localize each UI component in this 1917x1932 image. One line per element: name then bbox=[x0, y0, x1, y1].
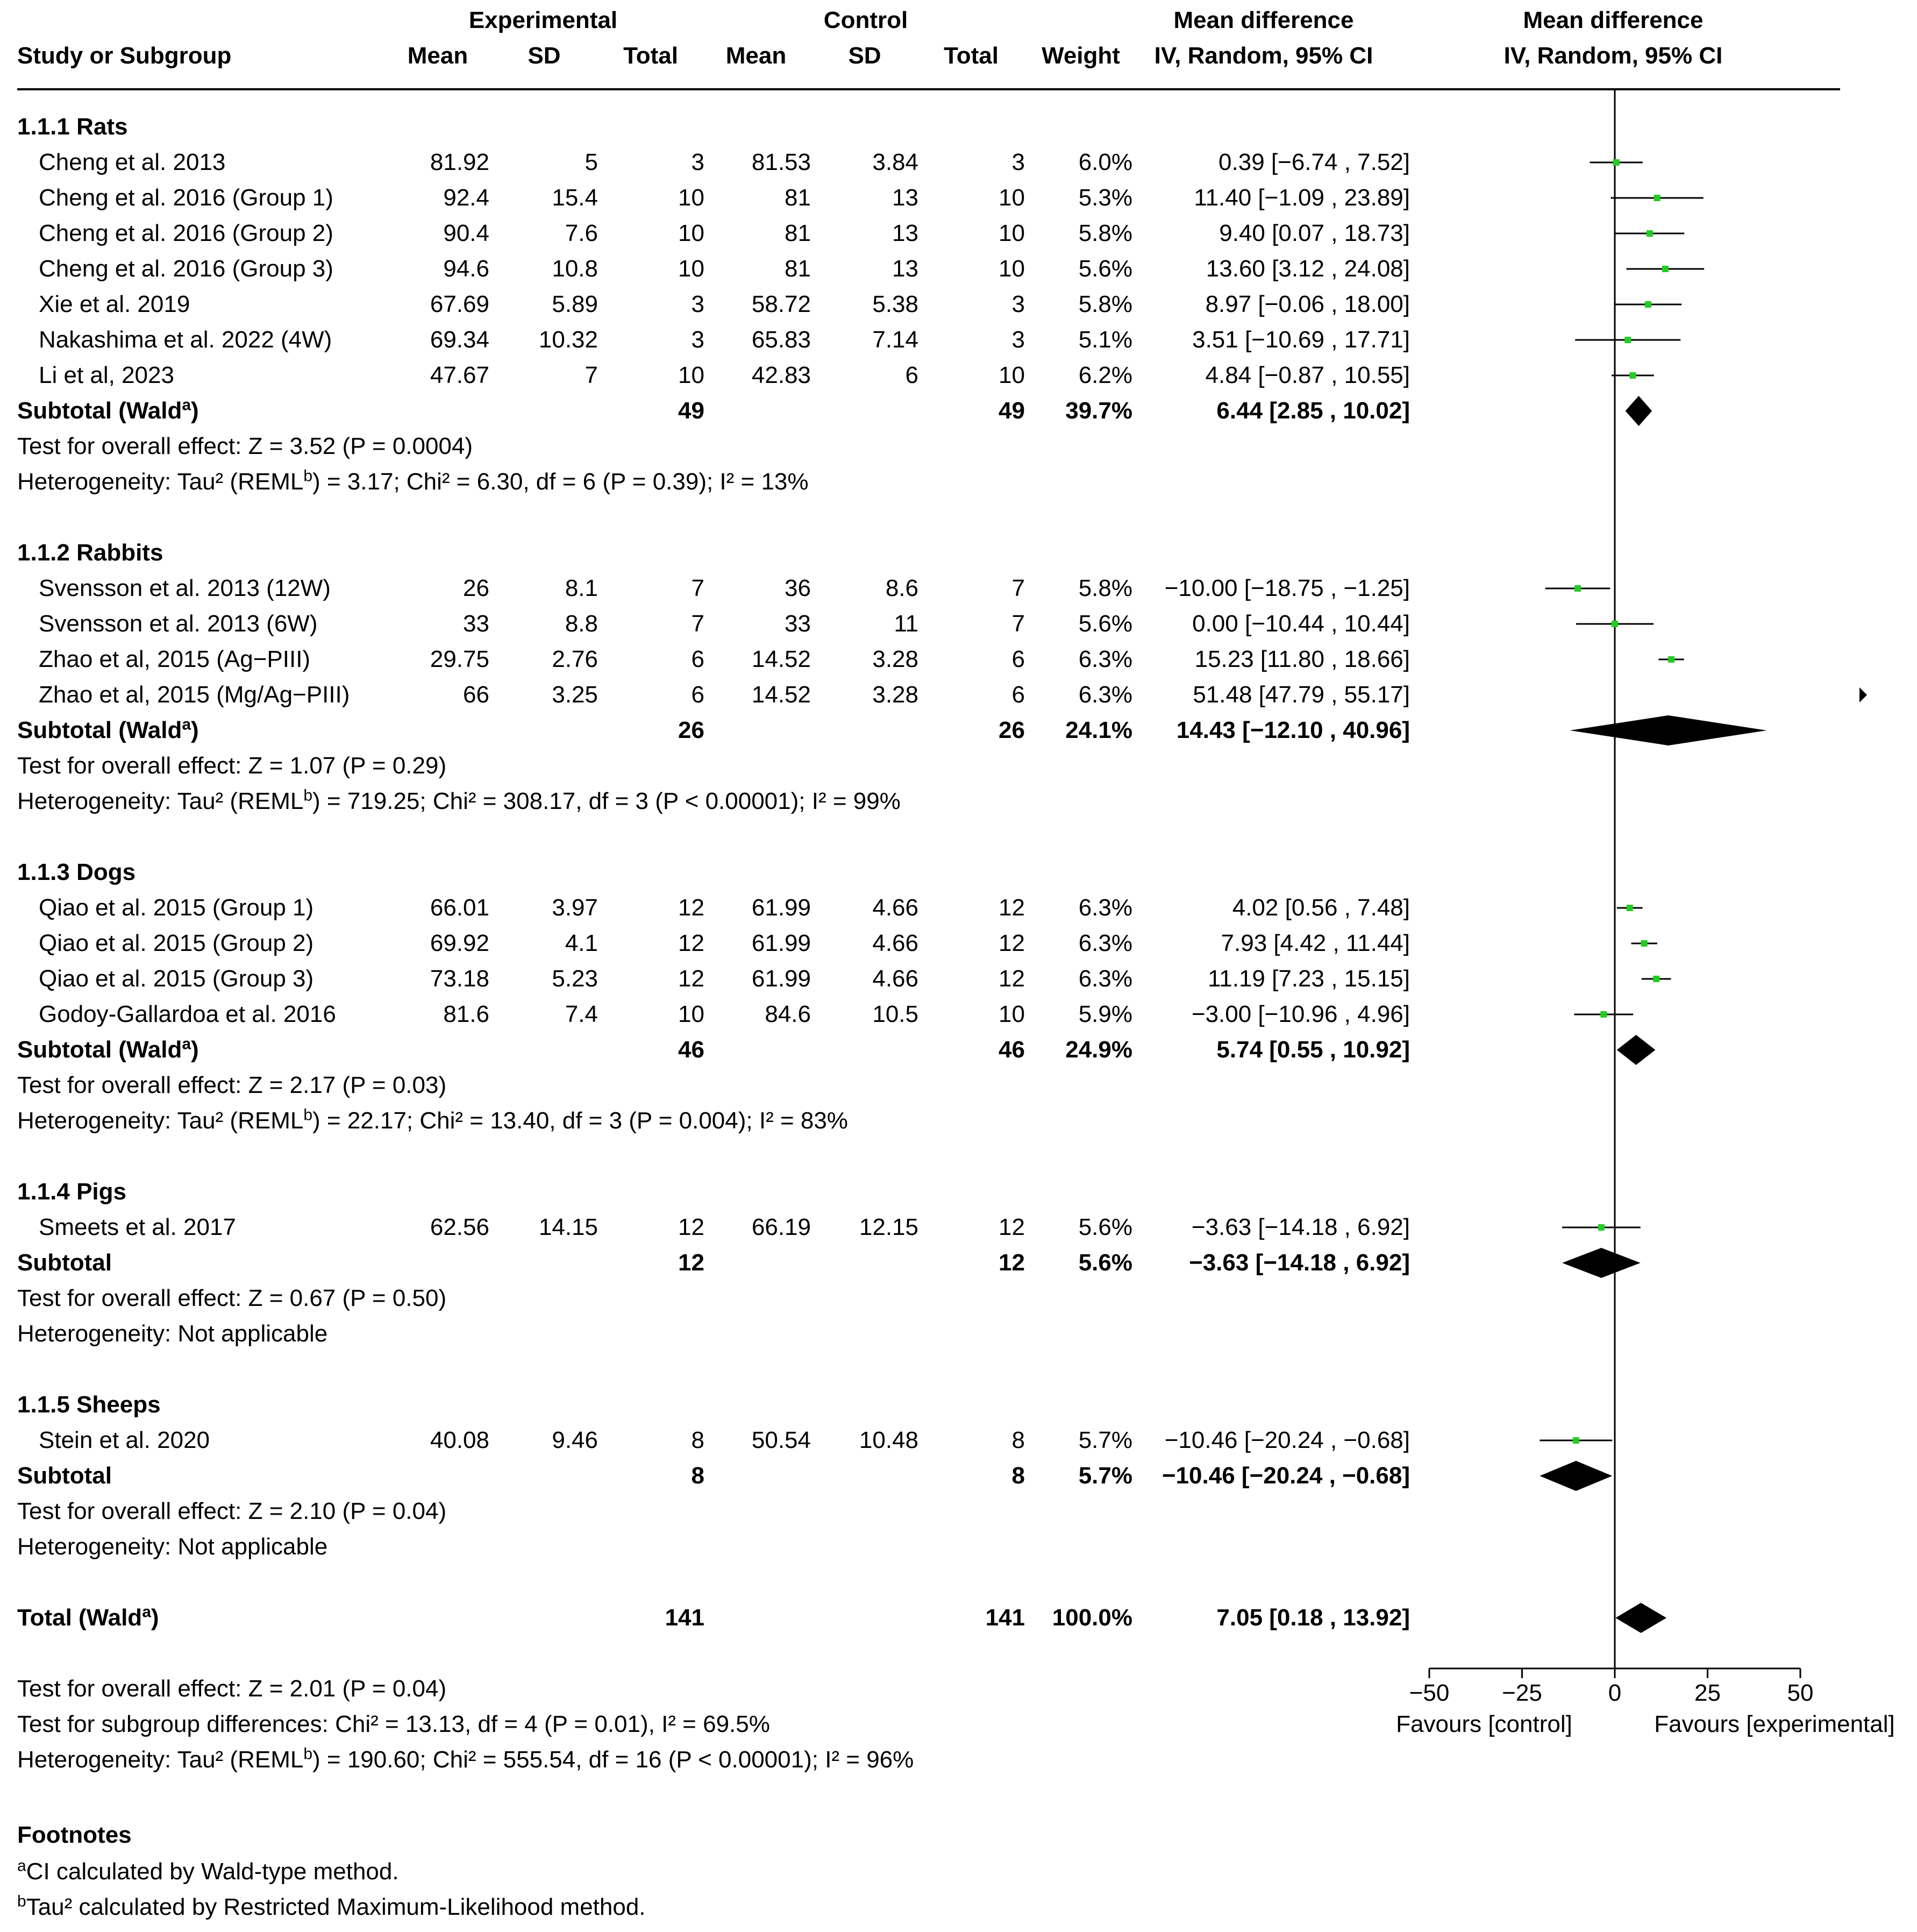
study-point bbox=[1645, 301, 1651, 308]
subtotal-label-text: Total (Wald bbox=[17, 1604, 142, 1631]
cell-em: 67.69 bbox=[430, 291, 489, 317]
cell-em: 94.6 bbox=[443, 255, 489, 282]
superscript-mark: b bbox=[303, 1106, 313, 1124]
cell-ci: −10.00 [−18.75 , −1.25] bbox=[1164, 575, 1410, 601]
header-control: Control bbox=[823, 7, 908, 33]
pooled-diamond bbox=[1617, 1035, 1656, 1065]
study-point bbox=[1598, 1224, 1605, 1231]
note-label-text: Heterogeneity: Tau² (REML bbox=[17, 1746, 304, 1773]
cell-ct: 7 bbox=[1011, 610, 1025, 637]
cell-et: 141 bbox=[665, 1604, 704, 1631]
cell-em: 90.4 bbox=[443, 220, 489, 246]
note-label-text: Heterogeneity: Not applicable bbox=[17, 1533, 328, 1560]
study-label-text: Stein et al. 2020 bbox=[39, 1427, 210, 1453]
cell-ci: 7.93 [4.42 , 11.44] bbox=[1221, 930, 1410, 956]
cell-ct: 12 bbox=[999, 930, 1025, 956]
cell-et: 12 bbox=[678, 894, 704, 921]
study-label-text: Xie et al. 2019 bbox=[39, 291, 190, 317]
study-label-text: Qiao et al. 2015 (Group 3) bbox=[39, 965, 314, 992]
cell-cm: 66.19 bbox=[751, 1214, 811, 1240]
cell-em: 81.92 bbox=[430, 149, 489, 175]
study-point bbox=[1627, 905, 1633, 911]
group-label-text: 1.1.3 Dogs bbox=[17, 859, 136, 885]
cell-w: 39.7% bbox=[1065, 397, 1132, 424]
cell-et: 49 bbox=[678, 397, 704, 424]
cell-csd: 3.28 bbox=[872, 681, 918, 708]
cell-ci: 11.19 [7.23 , 15.15] bbox=[1208, 965, 1410, 992]
cell-ct: 49 bbox=[999, 397, 1025, 424]
cell-et: 6 bbox=[691, 681, 704, 708]
cell-csd: 4.66 bbox=[872, 930, 918, 956]
cell-cm: 36 bbox=[785, 575, 811, 601]
cell-cm: 81 bbox=[785, 255, 811, 282]
superscript-mark: b bbox=[303, 467, 313, 485]
cell-et: 3 bbox=[691, 291, 704, 317]
study-point bbox=[1613, 159, 1620, 166]
cell-esd: 14.15 bbox=[538, 1214, 598, 1240]
cell-em: 73.18 bbox=[430, 965, 489, 992]
footnote-b bbox=[17, 1892, 646, 1920]
cell-esd: 8.8 bbox=[565, 610, 598, 637]
pooled-diamond bbox=[1615, 1603, 1666, 1633]
out-of-range-arrow bbox=[1859, 687, 1867, 702]
cell-w: 5.8% bbox=[1078, 291, 1132, 317]
header-ci-table: IV, Random, 95% CI bbox=[1154, 42, 1373, 69]
cell-cm: 84.6 bbox=[765, 1001, 811, 1027]
subtotal-label-text: Subtotal (Wald bbox=[17, 397, 182, 424]
cell-w: 5.9% bbox=[1078, 1001, 1132, 1027]
study-point bbox=[1647, 230, 1653, 237]
cell-ct: 8 bbox=[1011, 1427, 1025, 1453]
study-label-text: Li et al, 2023 bbox=[39, 362, 174, 388]
cell-ct: 3 bbox=[1011, 326, 1025, 353]
footnotes-title: Footnotes bbox=[17, 1822, 132, 1848]
study-point bbox=[1574, 585, 1581, 592]
cell-w: 6.0% bbox=[1078, 149, 1132, 175]
cell-et: 10 bbox=[678, 362, 704, 388]
cell-em: 47.67 bbox=[430, 362, 489, 388]
cell-w: 5.6% bbox=[1078, 610, 1132, 637]
cell-ci: 8.97 [−0.06 , 18.00] bbox=[1205, 291, 1410, 317]
superscript-mark: a bbox=[182, 715, 191, 734]
study-point bbox=[1654, 195, 1661, 201]
footnote-a-mark: a bbox=[17, 1857, 26, 1875]
cell-cm: 61.99 bbox=[751, 930, 811, 956]
cell-ct: 12 bbox=[999, 1249, 1025, 1276]
cell-csd: 3.84 bbox=[872, 149, 918, 175]
cell-cm: 65.83 bbox=[751, 326, 811, 353]
label-rest: ) = 22.17; Chi² = 13.40, df = 3 (P = 0.004); I² = 83% bbox=[312, 1107, 848, 1134]
cell-ct: 10 bbox=[999, 1001, 1025, 1027]
study-label-text: Nakashima et al. 2022 (4W) bbox=[39, 326, 332, 353]
cell-cm: 14.52 bbox=[751, 681, 811, 708]
cell-esd: 7 bbox=[585, 362, 598, 388]
note-label-text: Test for overall effect: Z = 3.52 (P = 0.0004) bbox=[17, 433, 473, 459]
cell-w: 5.8% bbox=[1078, 220, 1132, 246]
cell-et: 8 bbox=[691, 1427, 704, 1453]
cell-et: 10 bbox=[678, 1001, 704, 1027]
cell-ci: 3.51 [−10.69 , 17.71] bbox=[1192, 326, 1410, 353]
cell-ci: 0.39 [−6.74 , 7.52] bbox=[1218, 149, 1410, 175]
study-point bbox=[1624, 337, 1631, 343]
cell-esd: 8.1 bbox=[565, 575, 598, 601]
cell-esd: 15.4 bbox=[552, 184, 598, 211]
cell-em: 69.92 bbox=[430, 930, 489, 956]
header-ci-plot: IV, Random, 95% CI bbox=[1503, 42, 1723, 69]
note-label-text: Heterogeneity: Tau² (REML bbox=[17, 468, 304, 495]
cell-w: 5.6% bbox=[1078, 1249, 1132, 1276]
cell-esd: 5.89 bbox=[552, 291, 598, 317]
cell-esd: 5 bbox=[585, 149, 598, 175]
study-label-text: Godoy-Gallardoa et al. 2016 bbox=[39, 1001, 336, 1027]
cell-et: 3 bbox=[691, 149, 704, 175]
cell-et: 3 bbox=[691, 326, 704, 353]
header-c-sd: SD bbox=[848, 42, 881, 69]
label-close: ) bbox=[191, 1036, 199, 1063]
cell-et: 10 bbox=[678, 255, 704, 282]
x-tick-label: −50 bbox=[1409, 1680, 1450, 1706]
cell-cm: 50.54 bbox=[751, 1427, 811, 1453]
cell-cm: 42.83 bbox=[751, 362, 811, 388]
cell-ct: 7 bbox=[1011, 575, 1025, 601]
cell-esd: 9.46 bbox=[552, 1427, 598, 1453]
cell-ct: 46 bbox=[999, 1036, 1025, 1063]
cell-et: 10 bbox=[678, 184, 704, 211]
cell-et: 10 bbox=[678, 220, 704, 246]
cell-w: 6.3% bbox=[1078, 646, 1132, 672]
header-e-total: Total bbox=[623, 42, 678, 69]
label-close: ) bbox=[151, 1604, 159, 1631]
x-tick-label: 25 bbox=[1694, 1680, 1721, 1706]
label-rest: ) = 719.25; Chi² = 308.17, df = 3 (P < 0.00001); I² = 99% bbox=[312, 788, 901, 814]
cell-et: 26 bbox=[678, 717, 704, 743]
study-label-text: Zhao et al, 2015 (Ag−PIII) bbox=[39, 646, 311, 672]
note-label-text: Heterogeneity: Not applicable bbox=[17, 1320, 328, 1347]
header-e-mean: Mean bbox=[407, 42, 468, 69]
cell-csd: 13 bbox=[892, 184, 918, 211]
x-tick-label: 50 bbox=[1787, 1680, 1814, 1706]
cell-csd: 11 bbox=[894, 610, 918, 637]
cell-ci: 15.23 [11.80 , 18.66] bbox=[1194, 646, 1410, 672]
footnote-a-text: CI calculated by Wald-type method. bbox=[26, 1858, 399, 1885]
cell-csd: 12.15 bbox=[859, 1214, 918, 1240]
cell-et: 46 bbox=[678, 1036, 704, 1063]
cell-w: 5.1% bbox=[1078, 326, 1132, 353]
group-label-text: 1.1.4 Pigs bbox=[17, 1178, 127, 1205]
cell-ct: 10 bbox=[999, 220, 1025, 246]
study-label-text: Svensson et al. 2013 (12W) bbox=[39, 575, 331, 601]
study-label-text: Cheng et al. 2016 (Group 1) bbox=[39, 184, 333, 211]
subtotal-label-text: Subtotal bbox=[17, 1249, 112, 1276]
note-label-text: Test for subgroup differences: Chi² = 13.13, df = 4 (P = 0.01), I² = 69.5% bbox=[17, 1711, 770, 1737]
cell-ci: 4.02 [0.56 , 7.48] bbox=[1232, 894, 1410, 921]
pooled-diamond bbox=[1562, 1248, 1641, 1278]
cell-w: 6.3% bbox=[1078, 930, 1132, 956]
study-point bbox=[1653, 976, 1659, 982]
cell-ct: 10 bbox=[999, 255, 1025, 282]
cell-et: 12 bbox=[678, 965, 704, 992]
cell-ci: 9.40 [0.07 , 18.73] bbox=[1219, 220, 1410, 246]
cell-cm: 81 bbox=[785, 220, 811, 246]
pooled-diamond bbox=[1570, 715, 1767, 745]
cell-ci: 51.48 [47.79 , 55.17] bbox=[1193, 681, 1410, 708]
label-rest: ) = 3.17; Chi² = 6.30, df = 6 (P = 0.39); I² = 13% bbox=[312, 468, 809, 495]
cell-w: 24.1% bbox=[1065, 717, 1132, 743]
note-label-text: Heterogeneity: Tau² (REML bbox=[17, 1107, 304, 1134]
label-close: ) bbox=[191, 397, 199, 424]
cell-ci: −3.00 [−10.96 , 4.96] bbox=[1191, 1001, 1410, 1027]
cell-esd: 3.97 bbox=[552, 894, 598, 921]
cell-csd: 3.28 bbox=[872, 646, 918, 672]
header-study: Study or Subgroup bbox=[17, 42, 232, 69]
header-experimental: Experimental bbox=[468, 7, 618, 33]
cell-ct: 6 bbox=[1011, 646, 1025, 672]
cell-em: 92.4 bbox=[443, 184, 489, 211]
x-tick-label: −25 bbox=[1502, 1680, 1542, 1706]
subtotal-label-text: Subtotal (Wald bbox=[17, 1036, 182, 1063]
cell-ci: −3.63 [−14.18 , 6.92] bbox=[1191, 1214, 1410, 1240]
cell-csd: 5.38 bbox=[872, 291, 918, 317]
group-label-text: 1.1.1 Rats bbox=[17, 113, 128, 140]
cell-em: 40.08 bbox=[430, 1427, 489, 1453]
favours-control-label: Favours [control] bbox=[1396, 1711, 1572, 1737]
cell-ci: 6.44 [2.85 , 10.02] bbox=[1216, 397, 1410, 424]
cell-esd: 2.76 bbox=[552, 646, 598, 672]
cell-esd: 4.1 bbox=[565, 930, 598, 956]
footnote-b-mark: b bbox=[17, 1892, 26, 1910]
study-label-text: Zhao et al, 2015 (Mg/Ag−PIII) bbox=[39, 681, 350, 708]
cell-esd: 7.4 bbox=[565, 1001, 598, 1027]
footnote-b-text: Tau² calculated by Restricted Maximum-Likelihood method. bbox=[26, 1894, 646, 1920]
cell-esd: 3.25 bbox=[552, 681, 598, 708]
cell-ct: 6 bbox=[1011, 681, 1025, 708]
note-label-text: Test for overall effect: Z = 2.10 (P = 0.04) bbox=[17, 1498, 447, 1524]
cell-em: 33 bbox=[463, 610, 489, 637]
cell-w: 5.7% bbox=[1078, 1462, 1132, 1489]
study-point bbox=[1612, 621, 1618, 627]
header-md-table: Mean difference bbox=[1173, 7, 1354, 33]
cell-cm: 58.72 bbox=[751, 291, 811, 317]
pooled-diamond bbox=[1626, 396, 1652, 426]
study-point bbox=[1629, 372, 1636, 379]
cell-et: 8 bbox=[691, 1462, 704, 1489]
cell-ct: 3 bbox=[1011, 291, 1025, 317]
cell-csd: 6 bbox=[905, 362, 918, 388]
note-label-text: Test for overall effect: Z = 0.67 (P = 0.50) bbox=[17, 1285, 447, 1311]
cell-ci: 0.00 [−10.44 , 10.44] bbox=[1192, 610, 1410, 637]
study-label-text: Cheng et al. 2013 bbox=[39, 149, 226, 175]
study-point bbox=[1573, 1437, 1579, 1444]
cell-cm: 61.99 bbox=[751, 894, 811, 921]
cell-csd: 10.5 bbox=[872, 1001, 918, 1027]
favours-experimental-label: Favours [experimental] bbox=[1654, 1711, 1895, 1737]
cell-w: 6.3% bbox=[1078, 681, 1132, 708]
subtotal-label-text: Subtotal bbox=[17, 1462, 112, 1489]
cell-csd: 4.66 bbox=[872, 965, 918, 992]
note-label-text: Heterogeneity: Tau² (REML bbox=[17, 788, 304, 814]
cell-em: 29.75 bbox=[430, 646, 489, 672]
cell-csd: 8.6 bbox=[885, 575, 918, 601]
cell-w: 6.3% bbox=[1078, 894, 1132, 921]
label-close: ) bbox=[191, 717, 199, 743]
cell-et: 6 bbox=[691, 646, 704, 672]
subtotal-label-text: Subtotal (Wald bbox=[17, 717, 182, 743]
cell-et: 7 bbox=[691, 610, 704, 637]
cell-w: 5.8% bbox=[1078, 575, 1132, 601]
study-point bbox=[1641, 940, 1648, 947]
cell-cm: 33 bbox=[785, 610, 811, 637]
cell-ct: 12 bbox=[999, 965, 1025, 992]
cell-cm: 81.53 bbox=[751, 149, 811, 175]
cell-ct: 10 bbox=[999, 362, 1025, 388]
cell-em: 69.34 bbox=[430, 326, 489, 353]
cell-csd: 4.66 bbox=[872, 894, 918, 921]
cell-ct: 141 bbox=[985, 1604, 1025, 1631]
cell-ci: −3.63 [−14.18 , 6.92] bbox=[1189, 1249, 1410, 1276]
cell-w: 6.2% bbox=[1078, 362, 1132, 388]
cell-em: 62.56 bbox=[430, 1214, 489, 1240]
superscript-mark: a bbox=[182, 396, 191, 414]
cell-em: 66.01 bbox=[430, 894, 489, 921]
study-label-text: Qiao et al. 2015 (Group 1) bbox=[39, 894, 314, 921]
cell-csd: 10.48 bbox=[859, 1427, 918, 1453]
cell-em: 66 bbox=[463, 681, 489, 708]
cell-w: 5.3% bbox=[1078, 184, 1132, 211]
cell-et: 12 bbox=[678, 930, 704, 956]
study-point bbox=[1662, 266, 1669, 272]
study-point bbox=[1668, 656, 1674, 663]
header-md-plot: Mean difference bbox=[1523, 7, 1704, 33]
superscript-mark: b bbox=[303, 786, 313, 805]
group-label-text: 1.1.5 Sheeps bbox=[17, 1391, 161, 1418]
header-e-sd: SD bbox=[528, 42, 561, 69]
cell-csd: 13 bbox=[892, 220, 918, 246]
label-rest: ) = 190.60; Chi² = 555.54, df = 16 (P < 0.00001); I² = 96% bbox=[312, 1746, 914, 1773]
study-label-text: Cheng et al. 2016 (Group 2) bbox=[39, 220, 333, 246]
cell-ct: 12 bbox=[999, 1214, 1025, 1240]
header-weight: Weight bbox=[1042, 42, 1120, 69]
cell-w: 5.6% bbox=[1078, 255, 1132, 282]
cell-ct: 12 bbox=[999, 894, 1025, 921]
header-c-total: Total bbox=[944, 42, 999, 69]
study-point bbox=[1600, 1011, 1607, 1018]
cell-ct: 26 bbox=[999, 717, 1025, 743]
cell-esd: 10.8 bbox=[552, 255, 598, 282]
cell-w: 5.6% bbox=[1078, 1214, 1132, 1240]
note-label-text: Test for overall effect: Z = 2.17 (P = 0.03) bbox=[17, 1072, 447, 1098]
cell-cm: 14.52 bbox=[751, 646, 811, 672]
cell-em: 81.6 bbox=[443, 1001, 489, 1027]
group-label-text: 1.1.2 Rabbits bbox=[17, 539, 163, 566]
cell-w: 6.3% bbox=[1078, 965, 1132, 992]
cell-em: 26 bbox=[463, 575, 489, 601]
cell-esd: 10.32 bbox=[538, 326, 598, 353]
cell-ct: 3 bbox=[1011, 149, 1025, 175]
cell-csd: 7.14 bbox=[872, 326, 918, 353]
superscript-mark: a bbox=[142, 1603, 151, 1621]
cell-et: 7 bbox=[691, 575, 704, 601]
note-label-text: Test for overall effect: Z = 1.07 (P = 0.29) bbox=[17, 752, 447, 779]
footnote-a bbox=[17, 1857, 399, 1885]
cell-ci: −10.46 [−20.24 , −0.68] bbox=[1161, 1462, 1410, 1489]
study-label-text: Smeets et al. 2017 bbox=[39, 1214, 236, 1240]
cell-esd: 7.6 bbox=[565, 220, 598, 246]
cell-w: 24.9% bbox=[1065, 1036, 1132, 1063]
superscript-mark: b bbox=[303, 1745, 313, 1763]
cell-ct: 10 bbox=[999, 184, 1025, 211]
cell-ci: 14.43 [−12.10 , 40.96] bbox=[1176, 717, 1410, 743]
cell-ct: 8 bbox=[1011, 1462, 1025, 1489]
cell-ci: −10.46 [−20.24 , −0.68] bbox=[1164, 1427, 1410, 1453]
cell-w: 5.7% bbox=[1078, 1427, 1132, 1453]
note-label-text: Test for overall effect: Z = 2.01 (P = 0.04) bbox=[17, 1675, 447, 1702]
cell-ci: 13.60 [3.12 , 24.08] bbox=[1206, 255, 1410, 282]
study-label-text: Cheng et al. 2016 (Group 3) bbox=[39, 255, 333, 282]
cell-cm: 61.99 bbox=[751, 965, 811, 992]
cell-cm: 81 bbox=[785, 184, 811, 211]
cell-ci: 7.05 [0.18 , 13.92] bbox=[1216, 1604, 1410, 1631]
cell-et: 12 bbox=[678, 1214, 704, 1240]
cell-csd: 13 bbox=[892, 255, 918, 282]
cell-ci: 5.74 [0.55 , 10.92] bbox=[1216, 1036, 1410, 1063]
cell-w: 100.0% bbox=[1052, 1604, 1132, 1631]
study-label-text: Svensson et al. 2013 (6W) bbox=[39, 610, 318, 637]
cell-ci: 4.84 [−0.87 , 10.55] bbox=[1205, 362, 1410, 388]
cell-ci: 11.40 [−1.09 , 23.89] bbox=[1194, 184, 1410, 211]
header-c-mean: Mean bbox=[725, 42, 787, 69]
study-label-text: Qiao et al. 2015 (Group 2) bbox=[39, 930, 314, 956]
pooled-diamond bbox=[1540, 1461, 1612, 1491]
superscript-mark: a bbox=[182, 1035, 191, 1053]
x-tick-label: 0 bbox=[1608, 1680, 1622, 1706]
cell-esd: 5.23 bbox=[552, 965, 598, 992]
cell-et: 12 bbox=[678, 1249, 704, 1276]
